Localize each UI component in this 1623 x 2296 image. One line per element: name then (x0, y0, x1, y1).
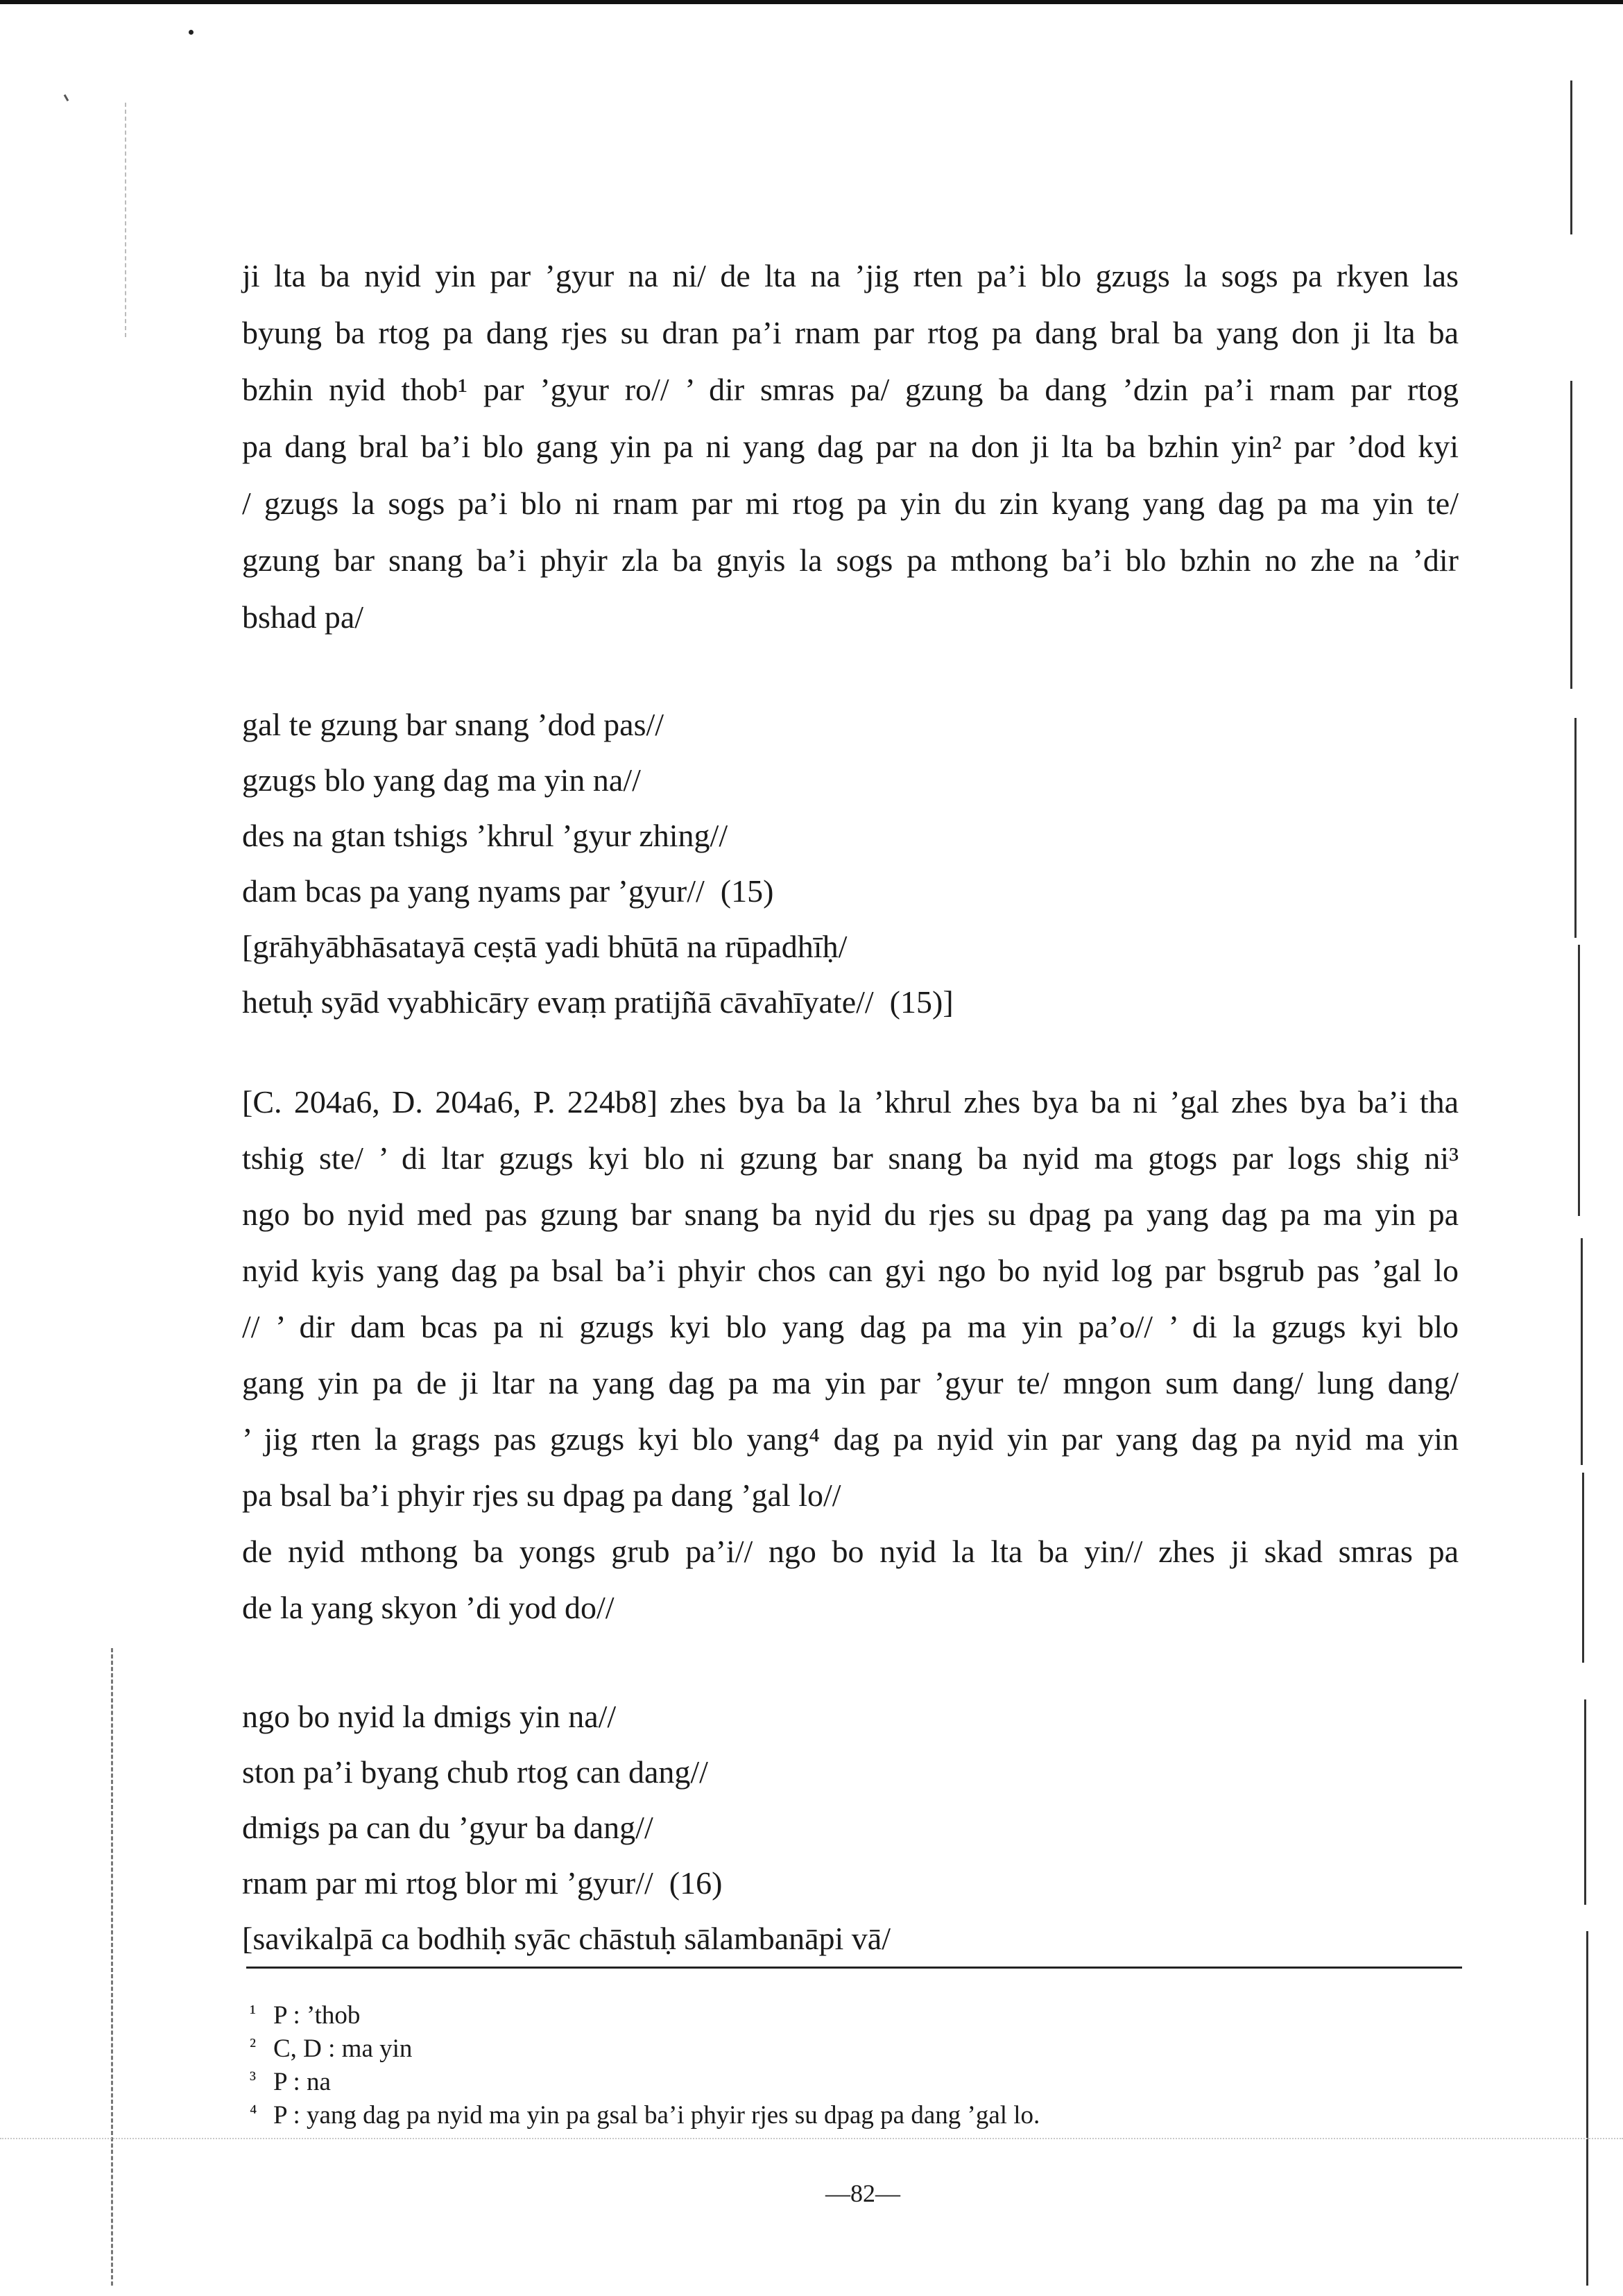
scan-right-edge-6 (1582, 1473, 1584, 1663)
scan-right-edge-3 (1574, 718, 1577, 938)
verse-line: ngo bo nyid la dmigs yin na// (242, 1699, 617, 1734)
text-line: de la yang skyon ’di yod do// (242, 1590, 615, 1625)
scan-left-edge-bottom (111, 1648, 113, 2286)
footnotes (250, 1999, 1429, 2132)
footnote-3 (250, 2066, 1429, 2099)
paragraph-2 (242, 1074, 1459, 1636)
verse-line: rnam par mi rtog blor mi ’gyur// (16) (242, 1865, 723, 1901)
text-line: // ’ dir dam bcas pa ni gzugs kyi blo yang dag pa ma yin pa’o// ’ di la gzugs kyi blo (242, 1309, 1459, 1344)
text-line: nyid kyis yang dag pa bsal ba’i phyir chos can gyi ngo bo nyid log par bsgrub pas ’gal lo (242, 1253, 1459, 1288)
sanskrit-verse-line: [grāhyābhāsatayā ceṣtā yadi bhūtā na rūpadhīḥ/ (242, 929, 848, 964)
scan-right-edge-2 (1570, 381, 1572, 689)
footnote-2 (250, 2032, 1429, 2066)
text-line: tshig ste/ ’ di ltar gzugs kyi blo ni gzung bar snang ba nyid ma gtogs par logs shig ni³ (242, 1140, 1459, 1176)
verse-line: dam bcas pa yang nyams par ’gyur// (15) (242, 873, 774, 909)
text-line: bzhin nyid thob¹ par ’gyur ro// ’ dir smras pa/ gzung ba dang ’dzin pa’i rnam par rtog (242, 372, 1459, 407)
verse-line: des na gtan tshigs ’khrul ’gyur zhing// (242, 818, 728, 853)
verse-line: dmigs pa can du ’gyur ba dang// (242, 1810, 653, 1845)
verse-line: ston pa’i byang chub rtog can dang// (242, 1754, 708, 1790)
text-line: pa bsal ba’i phyir rjes su dpag pa dang ’gal lo// (242, 1477, 841, 1513)
footnote-1 (250, 1999, 1429, 2032)
text-line: gang yin pa de ji ltar na yang dag pa ma yin par ’gyur te/ mngon sum dang/ lung dang/ (242, 1365, 1459, 1400)
footnote-text: P : ’thob (273, 2001, 361, 2030)
footnote-mark: ³ (250, 2068, 256, 2091)
footnote-4 (250, 2099, 1429, 2132)
sanskrit-verse-line: [savikalpā ca bodhiḥ syāc chāstuḥ sālambanāpi vā/ (242, 1921, 891, 1956)
scan-left-edge-top (125, 103, 126, 337)
scan-right-edge-1 (1570, 80, 1572, 234)
scan-speck (189, 30, 194, 35)
text-line: ngo bo nyid med pas gzung bar snang ba nyid du rjes su dpag pa yang dag pa ma yin pa (242, 1197, 1459, 1232)
footnote-text: P : yang dag pa nyid ma yin pa gsal ba’i phyir rjes su dpag pa dang ’gal lo. (273, 2101, 1040, 2130)
text-line: byung ba rtog pa dang rjes su dran pa’i rnam par rtog pa dang bral ba yang don ji lta ba (242, 315, 1459, 350)
text-line: bshad pa/ (242, 599, 364, 635)
verse-15 (242, 697, 1459, 1030)
footnote-mark: ² (250, 2034, 256, 2057)
paragraph-1 (242, 248, 1459, 646)
text-line: pa dang bral ba’i blo gang yin pa ni yang dag par na don ji lta ba bzhin yin² par ’dod kyi (242, 429, 1459, 464)
scan-right-edge-4 (1578, 945, 1580, 1216)
text-line: / gzugs la sogs pa’i blo ni rnam par mi rtog pa yin du zin kyang yang dag pa ma yin te/ (242, 486, 1459, 521)
footnote-mark: ¹ (250, 2001, 256, 2024)
scan-right-edge-5 (1581, 1238, 1583, 1465)
footnote-mark: ⁴ (250, 2101, 257, 2124)
text-line: [C. 204a6, D. 204a6, P. 224b8] zhes bya ba la ’khrul zhes bya ba ni ’gal zhes bya ba’i tha (242, 1084, 1459, 1120)
scan-right-edge-8 (1586, 1931, 1588, 2286)
text-line: de nyid mthong ba yongs grub pa’i// ngo bo nyid la lta ba yin// zhes ji skad smras pa (242, 1534, 1459, 1569)
scan-top-edge (0, 0, 1623, 4)
footnote-divider (246, 1967, 1462, 1969)
text-line: ’ jig rten la grags pas gzugs kyi blo yang⁴ dag pa nyid yin par yang dag pa nyid ma yin (242, 1421, 1459, 1457)
sanskrit-verse-line: hetuḥ syād vyabhicāry evaṃ pratijñā cāvahīyate// (15)] (242, 984, 954, 1020)
text-line: ji lta ba nyid yin par ’gyur na ni/ de lta na ’jig rten pa’i blo gzugs la sogs pa rkyen las (242, 258, 1459, 293)
footnote-text: C, D : ma yin (273, 2034, 413, 2063)
verse-line: gzugs blo yang dag ma yin na// (242, 762, 641, 798)
verse-16 (242, 1689, 1459, 1967)
scan-speck-mark (64, 94, 69, 101)
scan-right-edge-7 (1584, 1699, 1586, 1905)
text-line: gzung bar snang ba’i phyir zla ba gnyis la sogs pa mthong ba’i blo bzhin no zhe na ’dir (242, 542, 1459, 578)
footnote-text: P : na (273, 2068, 331, 2096)
page-number: —82— (825, 2179, 900, 2207)
scan-horizontal-artifact (0, 2138, 1623, 2139)
verse-line: gal te gzung bar snang ’dod pas// (242, 707, 664, 742)
